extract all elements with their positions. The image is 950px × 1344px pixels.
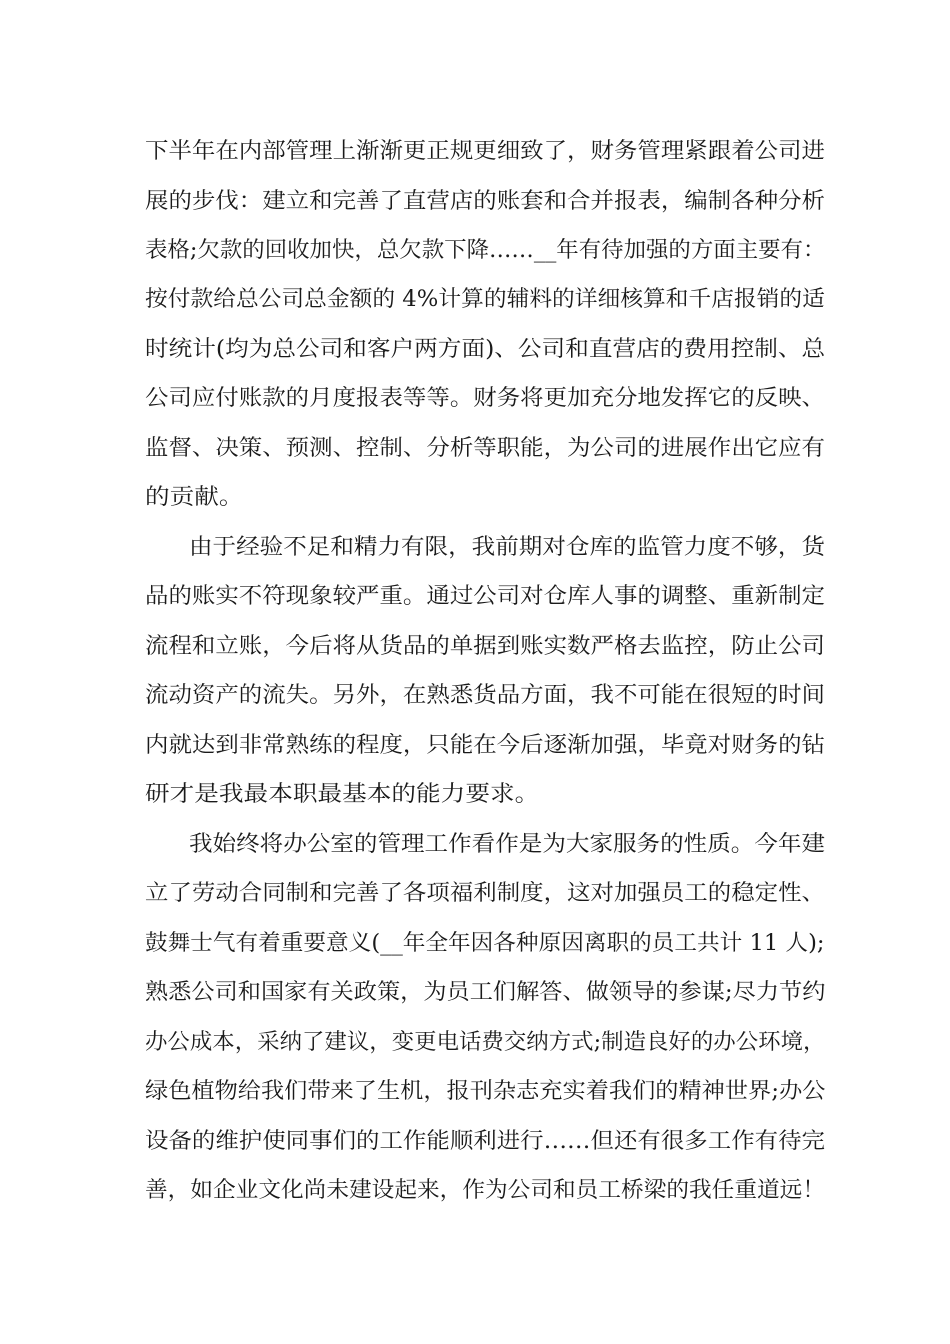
paragraph-3-line-4: 熟悉公司和国家有关政策，为员工们解答、做领导的参谋;尽力节约 bbox=[145, 980, 826, 1005]
paragraph-3-line-1: 我始终将办公室的管理工作看作是为大家服务的性质。今年建 bbox=[189, 832, 826, 857]
paragraph-2-line-2: 品的账实不符现象较严重。通过公司对仓库人事的调整、重新制定 bbox=[145, 584, 825, 609]
paragraph-3-line-5: 办公成本，采纳了建议，变更电话费交纳方式;制造良好的办公环境， bbox=[145, 1030, 826, 1055]
paragraph-1-line-4: 按付款给总公司总金额的 4%计算的辅料的详细核算和千店报销的适 bbox=[145, 287, 825, 312]
paragraph-2-line-5: 内就达到非常熟练的程度，只能在今后逐渐加强，毕竟对财务的钻 bbox=[145, 733, 825, 758]
paragraph-1-line-6: 公司应付账款的月度报表等等。财务将更加充分地发挥它的反映、 bbox=[145, 386, 825, 411]
paragraph-2-line-3: 流程和立账，今后将从货品的单据到账实数严格去监控，防止公司 bbox=[145, 634, 825, 659]
paragraph-1-line-3: 表格;欠款的回收加快，总欠款下降……__年有待加强的方面主要有： bbox=[145, 238, 826, 263]
paragraph-3-line-8: 善，如企业文化尚未建设起来，作为公司和员工桥梁的我任重道远！ bbox=[145, 1178, 826, 1203]
paragraph-3-line-3: 鼓舞士气有着重要意义(__年全年因各种原因离职的员工共计 11 人); bbox=[145, 931, 825, 956]
paragraph-1-line-2: 展的步伐：建立和完善了直营店的账套和合并报表，编制各种分析 bbox=[145, 189, 825, 214]
paragraph-3-line-6: 绿色植物给我们带来了生机，报刊杂志充实着我们的精神世界;办公 bbox=[145, 1079, 826, 1104]
paragraph-2-line-4: 流动资产的流失。另外，在熟悉货品方面，我不可能在很短的时间 bbox=[145, 683, 825, 708]
paragraph-3-line-2: 立了劳动合同制和完善了各项福利制度，这对加强员工的稳定性、 bbox=[145, 881, 825, 906]
paragraph-1-line-8: 的贡献。 bbox=[145, 485, 244, 510]
paragraph-2-line-1: 由于经验不足和精力有限，我前期对仓库的监管力度不够，货 bbox=[189, 535, 826, 560]
paragraph-1-line-7: 监督、决策、预测、控制、分析等职能，为公司的进展作出它应有 bbox=[145, 436, 825, 461]
paragraph-3-line-7: 设备的维护使同事们的工作能顺利进行……但还有很多工作有待完 bbox=[145, 1129, 825, 1154]
paragraph-1-line-5: 时统计(均为总公司和客户两方面)、公司和直营店的费用控制、总 bbox=[145, 337, 826, 362]
paragraph-1-line-1: 下半年在内部管理上渐渐更正规更细致了，财务管理紧跟着公司进 bbox=[145, 139, 825, 164]
paragraph-2-line-6: 研才是我最本职最基本的能力要求。 bbox=[145, 782, 540, 807]
